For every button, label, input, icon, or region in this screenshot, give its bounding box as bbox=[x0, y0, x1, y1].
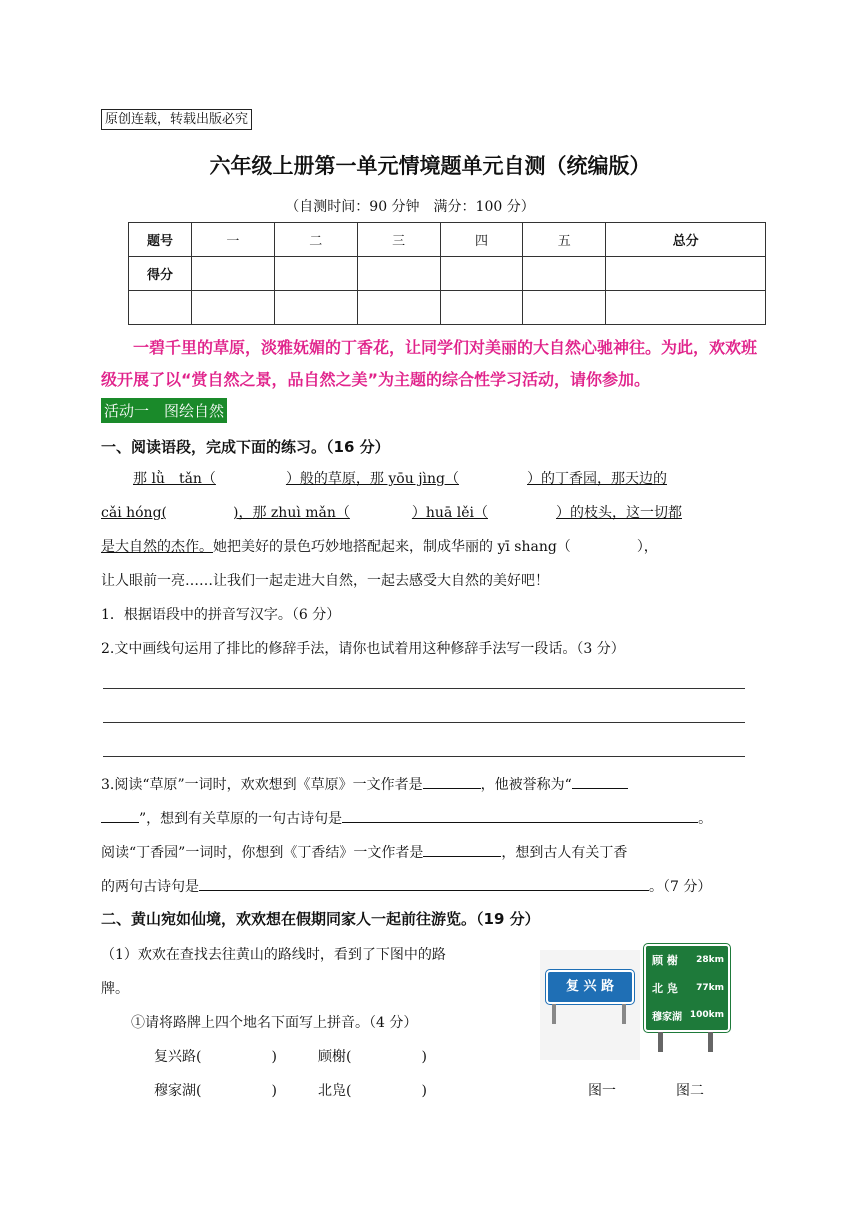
table-cell bbox=[274, 291, 357, 325]
sign-distance: 77km bbox=[696, 983, 724, 993]
pinyin-item: 穆家湖( ) bbox=[154, 1083, 277, 1099]
sign-post bbox=[552, 1004, 556, 1024]
exam-info: （自测时间：90 分钟 满分：100 分） bbox=[285, 199, 535, 215]
sub-question: ①请将路牌上四个地名下面写上拼音。（4 分） bbox=[131, 1015, 418, 1031]
table-cell: 五 bbox=[523, 223, 606, 257]
intro-text: 一碧千里的草原，淡雅妩媚的丁香花，让同学们对美丽的大自然心驰神往。为此，欢欢班级开展了以“赏自然之景，品自然之美”为主题的综合性学习活动，请你参加。 bbox=[101, 338, 758, 389]
copyright-tag: 原创连载，转载出版必究 bbox=[101, 109, 252, 130]
answer-blank[interactable] bbox=[342, 808, 698, 823]
pinyin-item: 顾榭( ) bbox=[318, 1049, 427, 1065]
figure-1-image bbox=[540, 950, 640, 1060]
underlined-sentence: 那 lǜ tǎn（ ）般的草原，那 yōu jìng（ ）的丁香园，那天边的 bbox=[133, 471, 667, 487]
sign-distance: 28km bbox=[696, 955, 724, 965]
pinyin-item: 北凫( ) bbox=[318, 1083, 427, 1099]
table-cell: 一 bbox=[192, 223, 275, 257]
question-3-line1: 3.阅读“草原”一词时，欢欢想到《草原》一文作者是 ，他被誉称为“ bbox=[101, 774, 628, 794]
pinyin-item: 复兴路( ) bbox=[154, 1049, 277, 1065]
question-3-line4: 的两句古诗句是 。（7 分） bbox=[101, 876, 711, 896]
table-cell bbox=[440, 291, 523, 325]
answer-blank[interactable] bbox=[199, 876, 649, 891]
sign-post bbox=[708, 1032, 713, 1052]
table-cell bbox=[606, 291, 766, 325]
reading-paragraph bbox=[101, 462, 761, 496]
underlined-sentence: 是大自然的杰作。 bbox=[101, 539, 213, 555]
table-cell bbox=[523, 291, 606, 325]
table-cell: 题号 bbox=[129, 223, 192, 257]
score-input-cell[interactable] bbox=[606, 257, 766, 291]
road-distance-sign bbox=[644, 944, 730, 1032]
score-input-cell[interactable] bbox=[440, 257, 523, 291]
figure-1-caption: 图一 bbox=[588, 1083, 616, 1099]
sign-distance: 100km bbox=[689, 1010, 724, 1020]
answer-line[interactable] bbox=[103, 688, 745, 689]
sign-place-name: 顾 榭 bbox=[652, 954, 678, 967]
figure-2-caption: 图二 bbox=[676, 1083, 704, 1099]
table-cell: 总分 bbox=[606, 223, 766, 257]
answer-blank[interactable] bbox=[572, 774, 628, 789]
table-cell bbox=[357, 291, 440, 325]
table-cell: 四 bbox=[440, 223, 523, 257]
table-cell bbox=[192, 291, 275, 325]
sign-post bbox=[622, 1004, 626, 1024]
section-heading: 一、阅读语段，完成下面的练习。（16 分） bbox=[101, 438, 390, 456]
score-input-cell[interactable] bbox=[192, 257, 275, 291]
table-cell bbox=[129, 291, 192, 325]
answer-line[interactable] bbox=[103, 722, 745, 723]
table-cell: 二 bbox=[274, 223, 357, 257]
question-2: 2.文中画线句运用了排比的修辞手法，请你也试着用这种修辞手法写一段话。（3 分） bbox=[101, 641, 625, 657]
score-input-cell[interactable] bbox=[357, 257, 440, 291]
sign-place-name: 北 凫 bbox=[652, 982, 678, 995]
question-3-line3: 阅读“丁香园”一词时，你想到《丁香结》一文作者是 ，想到古人有关丁香 bbox=[101, 842, 627, 862]
table-row bbox=[129, 291, 766, 325]
table-cell: 得分 bbox=[129, 257, 192, 291]
table-cell: 三 bbox=[357, 223, 440, 257]
street-sign-blue: 复 兴 路 bbox=[546, 970, 634, 1004]
underlined-sentence: cǎi hóng( )，那 zhuì mǎn（ ）huā lěi（ ）的枝头，这一切都 bbox=[101, 505, 682, 521]
reading-paragraph-line4: 让人眼前一亮……让我们一起走进大自然，一起去感受大自然的美好吧！ bbox=[101, 573, 549, 589]
answer-blank[interactable] bbox=[423, 774, 481, 789]
reading-paragraph-line3: 是大自然的杰作。她把美好的景色巧妙地搭配起来，制成华丽的 yī shang（ ）， bbox=[101, 539, 658, 555]
answer-line[interactable] bbox=[103, 756, 745, 757]
question-text: （1）欢欢在查找去往黄山的路线时，看到了下图中的路 bbox=[101, 947, 446, 963]
score-input-cell[interactable] bbox=[274, 257, 357, 291]
score-input-cell[interactable] bbox=[523, 257, 606, 291]
question-text: 牌。 bbox=[101, 981, 129, 997]
reading-paragraph-line2 bbox=[101, 496, 761, 530]
question-1: 1．根据语段中的拼音写汉字。（6 分） bbox=[101, 607, 341, 623]
sign-post bbox=[658, 1032, 663, 1052]
activity-label: 活动一 图绘自然 bbox=[101, 398, 227, 423]
table-row bbox=[129, 257, 766, 291]
table-row bbox=[129, 223, 766, 257]
section-heading: 二、黄山宛如仙境，欢欢想在假期同家人一起前往游览。（19 分） bbox=[101, 910, 540, 928]
score-table bbox=[128, 222, 766, 325]
page-title: 六年级上册第一单元情境题单元自测（统编版） bbox=[209, 154, 651, 178]
answer-blank[interactable] bbox=[101, 808, 139, 823]
question-3-line2: ”，想到有关草原的一句古诗句是 。 bbox=[101, 808, 712, 828]
figure-2-image bbox=[640, 940, 732, 1056]
sign-place-name: 穆家湖 bbox=[652, 1012, 682, 1023]
answer-blank[interactable] bbox=[423, 842, 501, 857]
